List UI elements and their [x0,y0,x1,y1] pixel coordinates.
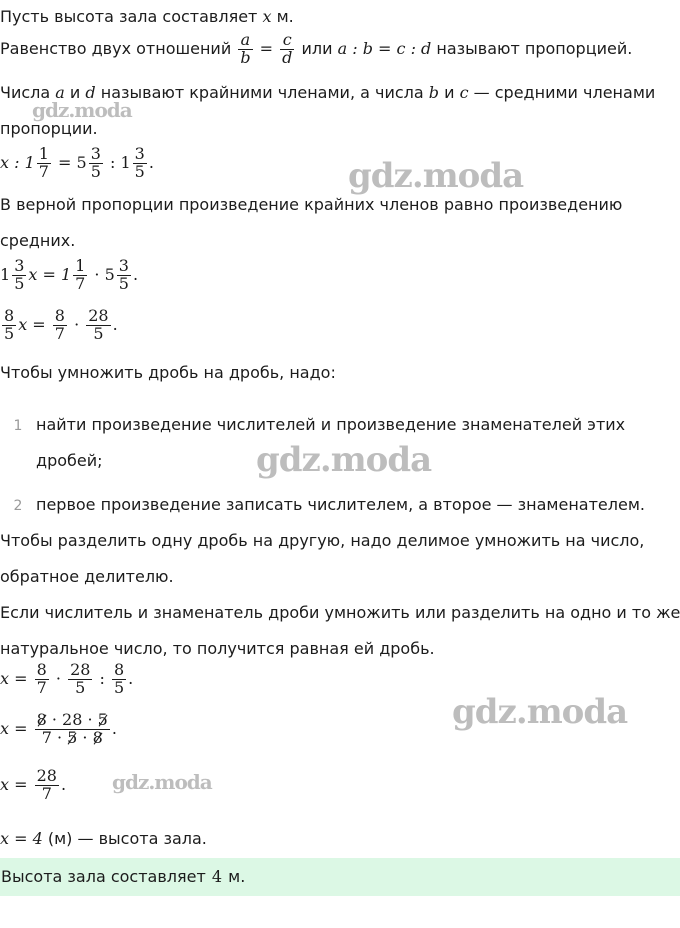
math: · 28 · [46,710,98,729]
fraction [280,32,294,67]
math: = 5 [52,152,87,172]
watermark: gdz.moda [256,440,432,480]
cancelled-number: 5 [97,710,108,729]
math: . [60,774,67,794]
math: : [94,668,110,688]
fraction [35,768,59,803]
rule-text-cont: натуральное число, то получится равная ей дробь. [0,639,435,658]
denominator: 5 [93,323,104,343]
text: Пусть высота зала составляет [0,7,263,26]
denominator: 5 [4,323,15,343]
math: · 5 [89,264,115,284]
denominator: 5 [14,273,25,293]
fraction [53,308,67,343]
math: : 1 [104,152,131,172]
text: — средними членами [468,83,656,102]
math: · [50,668,67,688]
numerator: 1 [38,144,49,163]
fraction [37,146,51,181]
math: . [111,718,117,738]
math: x = 1 [28,264,72,284]
terms-definition-cont: пропорции. [0,119,98,138]
numerator: 8 [54,306,65,325]
math: . [112,314,118,334]
answer-value: 4 [211,867,223,886]
denominator: 7 [41,783,52,803]
list-item [0,496,645,514]
fraction [35,662,49,697]
equation-5 [0,712,117,747]
watermark: gdz.moda [348,156,524,196]
math: x = [0,668,33,688]
denominator: 7 [38,161,49,181]
list-text: найти произведение числителей и произведение знаменателей этих [36,415,626,434]
numerator: 3 [134,144,145,163]
math: 1 [0,264,11,284]
math-var: x [262,7,272,26]
result-line [0,830,207,848]
equation-2 [0,258,138,293]
fraction [86,308,110,343]
text: и [439,83,460,102]
denominator: 7 [36,677,47,697]
answer-unit: м. [223,867,246,886]
math: x = [0,774,33,794]
answer-text: Высота зала составляет [1,867,211,886]
equation-4 [0,662,133,697]
math-var: b [428,83,440,102]
math: x = [0,718,33,738]
numerator: 8 [4,306,15,325]
equals: = [259,38,274,58]
text: называют пропорцией. [431,38,633,58]
rule-text: В верной пропорции произведение крайних членов равно произведению [0,195,623,214]
watermark: gdz.moda [452,692,628,732]
fraction [112,662,126,697]
math-ratio: a : b = c : d [337,38,432,58]
numerator: 28 [88,306,109,325]
numerator: 28 [36,766,57,785]
text: или [301,38,338,58]
list-number: 1 [13,418,23,434]
text: и [64,83,86,102]
rule-text-cont: средних. [0,231,76,250]
fraction [73,258,87,293]
text: (м) — высота зала. [42,829,207,848]
numerator: 3 [118,256,129,275]
equation-1 [0,146,154,181]
math-var: d [85,83,96,102]
denominator [35,727,110,747]
text: называют крайними членами, а числа [95,83,429,102]
math: x = 4 [0,829,43,848]
denominator: 5 [90,161,101,181]
denominator: 5 [113,677,125,697]
fraction [68,662,92,697]
watermark: gdz.moda [112,770,212,794]
equation-3 [0,308,118,343]
fraction [238,32,252,67]
text: Равенство двух отношений [0,38,237,58]
math: . [132,264,139,284]
math: · [68,314,85,334]
denominator: 5 [75,677,86,697]
numerator: 3 [90,144,101,163]
numerator: 8 [36,660,47,679]
answer-box [0,858,680,896]
denominator: d [282,47,293,67]
fraction [117,258,131,293]
fraction [35,712,110,747]
rule-text: Чтобы разделить одну дробь на другую, надо делимое умножить на число, [0,531,645,550]
numerator: 8 [113,660,125,679]
rule-heading: Чтобы умножить дробь на дробь, надо: [0,363,336,382]
denominator: 7 [75,273,86,293]
fraction [89,146,103,181]
list-item [0,416,625,434]
denominator: 5 [134,161,145,181]
text: Числа [0,83,56,102]
fraction [12,258,26,293]
numerator: 3 [14,256,25,275]
list-number: 2 [13,498,23,514]
numerator: 1 [75,256,86,275]
equation-6 [0,768,66,803]
math: x = [18,314,51,334]
denominator: b [240,47,251,67]
math: 7 · [41,727,68,747]
denominator: 5 [118,273,129,293]
list-text: первое произведение записать числителем, а второе — знаменателем. [36,495,645,514]
proportion-definition [0,32,632,67]
math: x : 1 [0,152,35,172]
math: · [77,727,93,747]
math-var: a [55,83,65,102]
list-item-cont: дробей; [36,451,103,470]
fraction [2,308,16,343]
math: . [148,152,154,172]
cancelled-number: 8 [36,710,47,729]
numerator: 28 [70,660,91,679]
rule-text: Если числитель и знаменатель дроби умножить или разделить на одно и то же [0,603,680,622]
watermark: gdz.moda [32,98,132,122]
text: м. [271,7,294,26]
rule-text-cont: обратное делителю. [0,567,174,586]
statement-line [0,8,294,26]
cancelled-number: 5 [67,727,78,747]
fraction [133,146,147,181]
numerator: c [280,32,294,50]
math-var: c [459,83,469,102]
denominator: 7 [54,323,65,343]
cancelled-number: 8 [92,727,103,747]
numerator: a [238,32,252,50]
math: . [128,668,134,688]
